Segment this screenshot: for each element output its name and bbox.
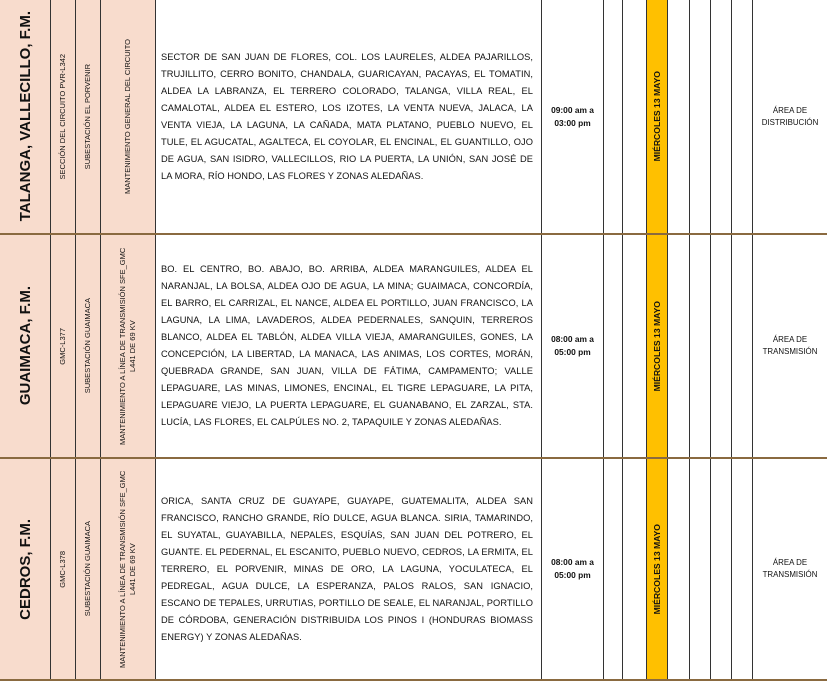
sectors-cell [155, 235, 541, 457]
blank-cell [689, 235, 710, 457]
date-cell [646, 235, 668, 457]
substation-cell [75, 459, 100, 679]
blank-cell [622, 0, 646, 233]
date-cell [646, 0, 668, 233]
circuit-code: GMC-L377 [58, 327, 67, 365]
time-cell [541, 459, 603, 679]
municipality-name: TALANGA, VALLECILLO, F.M. [16, 11, 34, 222]
date-label: MIÉRCOLES 13 MAYO [652, 300, 662, 392]
municipality-cell [0, 235, 50, 457]
municipality-cell [0, 0, 50, 233]
schedule-row-cedros [0, 459, 827, 679]
sectors-cell [155, 0, 541, 233]
blank-cell [731, 235, 752, 457]
blank-cell [731, 459, 752, 679]
responsible-area: ÁREA DE DISTRIBUCIÓN [761, 105, 819, 127]
blank-cell [622, 235, 646, 457]
time-end: 05:00 pm [554, 347, 591, 357]
schedule-row-talanga [0, 0, 827, 233]
time-start: 09:00 am a [551, 104, 594, 115]
circuit-cell [50, 235, 75, 457]
blank-cell [603, 235, 622, 457]
substation-name: SUBESTACIÓN GUAIMACA [83, 521, 92, 617]
blank-cell [731, 0, 752, 233]
time-start: 08:00 am a [551, 557, 594, 567]
blank-cell [668, 459, 689, 679]
work-cell [100, 0, 155, 233]
circuit-cell [50, 0, 75, 233]
blank-cell [710, 459, 731, 679]
responsible-area: ÁREA DE TRANSMISIÓN [762, 558, 818, 579]
work-description: MANTENIMIENTO GENERAL DEL CIRCUITO [123, 38, 132, 195]
circuit-cell [50, 459, 75, 679]
time-end: 03:00 pm [554, 117, 591, 128]
blank-cell [689, 0, 710, 233]
circuit-code: SECCIÓN DEL CIRCUITO PVR-L342 [58, 53, 67, 180]
blank-cell [622, 459, 646, 679]
affected-sectors-text: BO. EL CENTRO, BO. ABAJO, BO. ARRIBA, ALDEA MARANGUILES, ALDEA EL NARANJAL, LA BOLSA, ALDEA OJO DE AGUA, LA MINA; GUAIMACA, CONCORDÍA, EL BARRO, EL CARRIZAL, EL NANCE, ALDEA EL PORTILLO, JUAN FRANCISCO, LA LAGUNA, LA LIMA, LAVADEROS, ALDEA PEDERNALES, SANQUIN, TERREROS BLANCO, ALDEA EL TABLÓN, ALDEA VILLA VIEJA, AMARANGUILES, GONES, LA CONCEPCIÓN, LA LIBERTAD, LA MANACA, LAS ANIMAS, LOS CORTES, MORÁN, QUEBRADA GRANDE, SAN JUAN, VILLA DE FÁTIMA, CAMPAMENTO; VALLE LEPAGUARE, LAS MINAS, LIMONES, ENCINAL, EL TIGRE LEPAGUARE, LA PITA, LEPAGUARE VIEJO, LA PUERTA LEPAGUARE, EL GUANABANO, EL ZARZAL, STA. LUCÍA, LAS FLORES, EL CALPÚLES NO. 2, TAPAQUILE Y ZONAS ALEDAÑAS. [161, 264, 533, 427]
blank-cell [710, 235, 731, 457]
responsible-area: ÁREA DE TRANSMISIÓN [762, 335, 818, 356]
schedule-row-guaimaca [0, 235, 827, 457]
date-label: MIÉRCOLES 13 MAYO [652, 71, 662, 162]
municipality-cell [0, 459, 50, 679]
work-description: MANTENIMIENTO A LÍNEA DE TRANSMISIÓN SFE_GMC L441 DE 69 KV [118, 247, 137, 445]
municipality-name: CEDROS, F.M. [16, 518, 34, 620]
substation-name: SUBESTACIÓN GUAIMACA [83, 298, 92, 394]
affected-sectors-text: SECTOR DE SAN JUAN DE FLORES, COL. LOS LAURELES, ALDEA PAJARILLOS, TRUJILLITO, CERRO BONITO, CHANDALA, GUARICAYAN, PACAYAS, EL TOMATIN, ALDEA LA LABRANZA, EL TERRERO COLORADO, TALANGA, VILLA REAL, EL CAMALOTAL, ALDEA EL ESTERO, LOS IZOTES, LA VENTA NUEVA, JALACA, LA VENTA VIEJA, LA LAGUNA, LA CAÑADA, MATA PLATANO, PUEBLO NUEVO, EL TULE, EL AGUCATAL, AGALTECA, EL COYOLAR, EL ENCINAL, EL GUANTILLO, OJO DE AGUA, SAN ISIDRO, VALLECILLOS, RIO LA PUERTA, LA UNIÓN, SAN JOSÉ DE LA MORA, RÍO HONDO, LAS FLORES Y ZONAS ALEDAÑAS. [161, 51, 533, 181]
blank-cell [603, 459, 622, 679]
blank-cell [603, 0, 622, 233]
time-start: 08:00 am a [551, 334, 594, 344]
work-cell [100, 459, 155, 679]
area-cell [752, 459, 827, 679]
blank-cell [668, 235, 689, 457]
work-description: MANTENIMIENTO A LÍNEA DE TRANSMISIÓN SFE_GMC L441 DE 69 KV [118, 470, 137, 668]
work-cell [100, 235, 155, 457]
blank-cell [710, 0, 731, 233]
date-label: MIÉRCOLES 13 MAYO [652, 523, 662, 615]
time-cell [541, 0, 603, 233]
area-cell [752, 0, 827, 233]
substation-name: SUBESTACIÓN EL PORVENIR [83, 63, 92, 170]
blank-cell [689, 459, 710, 679]
date-cell [646, 459, 668, 679]
area-cell [752, 235, 827, 457]
affected-sectors-text: ORICA, SANTA CRUZ DE GUAYAPE, GUAYAPE, GUATEMALITA, ALDEA SAN FRANCISCO, RANCHO GRANDE, RÍO DULCE, AGUA BLANCA. SIRIA, TAMARINDO, EL SUYATAL, GUAYABILLA, NEPALES, ESQUÍAS, SAN JUAN DEL POTRERO, EL GUANTE. EL PEDERNAL, EL ESCANITO, PUEBLO NUEVO, CEDROS, LA ERMITA, EL TERRERO, EL PORVENIR, MINAS DE ORO, LA LAGUNA, YOCULATECA, EL PEDREGAL, AGUA DULCE, LA ESPERANZA, PALOS RALOS, SAN IGNACIO, ESCANO DE TEPALES, URRUTIAS, PORTILLO DE SEALE, EL NARANJAL, PORTILLO DE CÓRDOBA, GENERACIÓN DISTRIBUIDA LOS PINOS I (HONDURAS BIOMASS ENERGY) Y ZONAS ALEDAÑAS. [161, 495, 533, 642]
sectors-cell [155, 459, 541, 679]
blank-cell [668, 0, 689, 233]
municipality-name: GUAIMACA, F.M. [16, 286, 34, 406]
substation-cell [75, 0, 100, 233]
time-end: 05:00 pm [554, 570, 591, 580]
substation-cell [75, 235, 100, 457]
time-cell [541, 235, 603, 457]
circuit-code: GMC-L378 [58, 550, 67, 588]
